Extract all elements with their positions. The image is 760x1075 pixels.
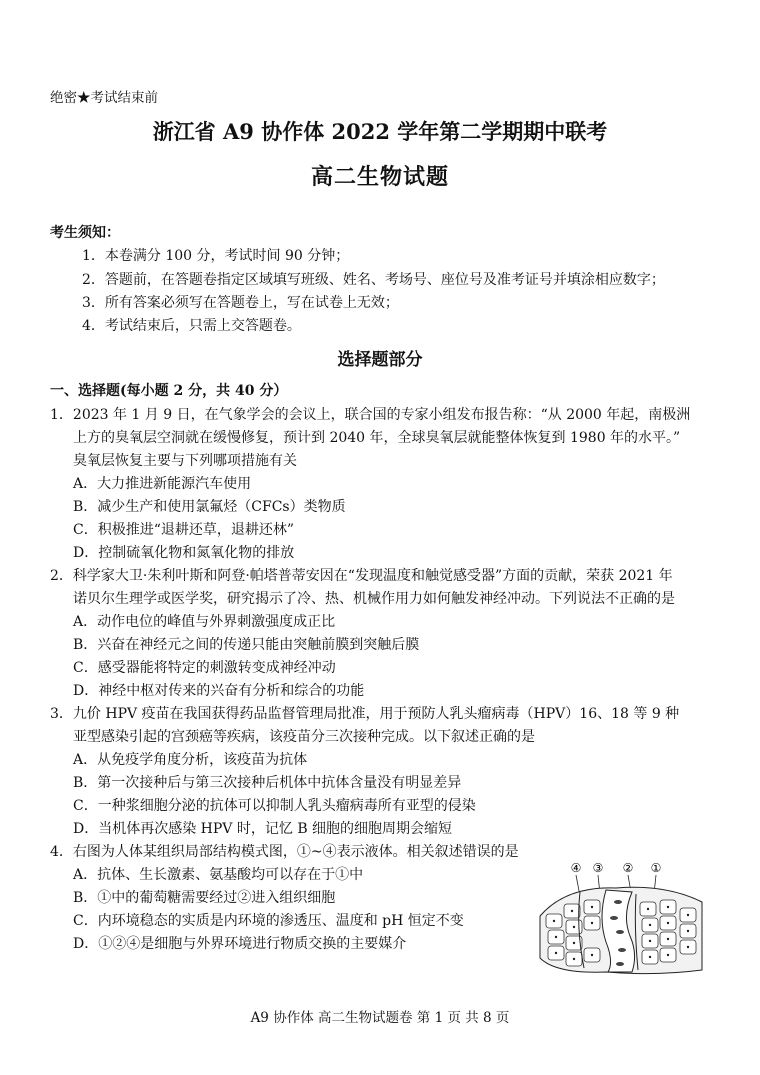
option-c: C．积极推进“退耕还草，退耕还林” [73, 522, 295, 538]
option-d: D．神经中枢对传来的兴奋有分析和综合的功能 [73, 683, 365, 699]
option-b: B．①中的葡萄糖需要经过②进入组织细胞 [73, 890, 336, 906]
option-c: C．一种浆细胞分泌的抗体可以抑制人乳头瘤病毒所有亚型的侵染 [73, 798, 476, 814]
notice-heading: 考生须知： [50, 225, 120, 241]
option-d: D．①②④是细胞与外界环境进行物质交换的主要媒介 [73, 936, 407, 952]
exam-title: 浙江省 A9 协作体 2022 学年第二学期期中联考 [152, 119, 608, 144]
tissue-structure-figure [536, 858, 706, 976]
notice-item: 2．答题前，在答题卷指定区域填写班级、姓名、考场号、座位号及准考证号并填涂相应数字； [82, 272, 665, 288]
notice-item: 4．考试结束后，只需上交答题卷。 [82, 318, 301, 334]
figure-label-1: ① [650, 861, 662, 875]
part-title: 一、选择题(每小题 2 分，共 40 分） [50, 383, 288, 399]
question-line: 4．右图为人体某组织局部结构模式图，①~④表示液体。相关叙述错误的是 [50, 844, 519, 860]
figure-label-2: ② [622, 861, 634, 875]
confidential-mark: 绝密★考试结束前 [50, 90, 158, 106]
question-line: 1．2023 年 1 月 9 日，在气象学会的会议上，联合国的专家小组发布报告称：“从 2000 年起，南极洲 [50, 407, 691, 423]
section-title: 选择题部分 [337, 350, 423, 370]
option-a: A．大力推进新能源汽车使用 [73, 476, 252, 492]
question-line: 3．九价 HPV 疫苗在我国获得药品监督管理局批准，用于预防人乳头瘤病毒（HPV）16、18 等 9 种 [50, 706, 680, 722]
page-footer: A9 协作体 高二生物试题卷 第 1 页 共 8 页 [250, 1010, 510, 1026]
option-b: B．减少生产和使用氯氟烃（CFCs）类物质 [73, 499, 346, 515]
option-b: B．第一次接种后与第三次接种后机体中抗体含量没有明显差异 [73, 775, 462, 791]
option-a: A．动作电位的峰值与外界刺激强度成正比 [73, 614, 336, 630]
notice-item: 3．所有答案必须写在答题卷上，写在试卷上无效； [82, 295, 399, 311]
option-d: D．当机体再次感染 HPV 时，记忆 B 细胞的细胞周期会缩短 [73, 821, 453, 837]
notice-item: 1．本卷满分 100 分，考试时间 90 分钟； [82, 248, 350, 264]
question-line: 亚型感染引起的宫颈癌等疾病，该疫苗分三次接种完成。以下叙述正确的是 [73, 729, 535, 745]
figure-label-4: ④ [570, 861, 582, 875]
question-line: 上方的臭氧层空洞就在缓慢修复，预计到 2040 年，全球臭氧层就能整体恢复到 1980 年的水平。” [73, 430, 681, 446]
option-a: A．抗体、生长激素、氨基酸均可以存在于①中 [73, 867, 364, 883]
option-c: C．感受器能将特定的刺激转变成神经冲动 [73, 660, 336, 676]
option-c: C．内环境稳态的实质是内环境的渗透压、温度和 pH 恒定不变 [73, 913, 464, 929]
figure-label-3: ③ [592, 861, 604, 875]
question-line: 2．科学家大卫·朱利叶斯和阿登·帕塔普蒂安因在“发现温度和触觉感受器”方面的贡献，荣获 2021 年 [50, 568, 673, 584]
question-line: 臭氧层恢复主要与下列哪项措施有关 [73, 453, 297, 469]
exam-subtitle: 高二生物试题 [310, 164, 449, 190]
option-a: A．从免疫学角度分析，该疫苗为抗体 [73, 752, 308, 768]
question-line: 诺贝尔生理学或医学奖，研究揭示了冷、热、机械作用力如何触发神经冲动。下列说法不正确的是 [73, 591, 675, 607]
option-b: B．兴奋在神经元之间的传递只能由突触前膜到突触后膜 [73, 637, 420, 653]
option-d: D．控制硫氧化物和氮氧化物的排放 [73, 545, 295, 561]
